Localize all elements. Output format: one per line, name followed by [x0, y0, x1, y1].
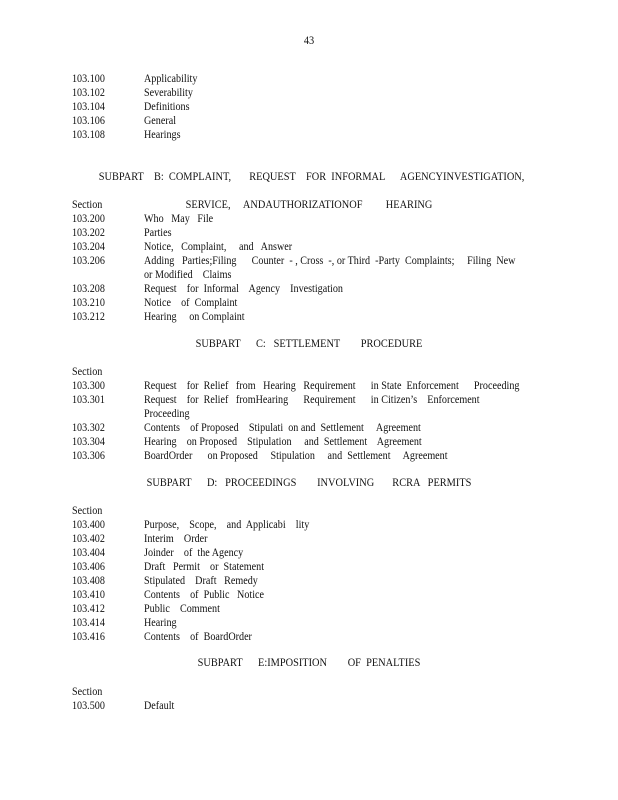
- section-title: Interim Order: [144, 533, 208, 545]
- section-title: Applicability: [144, 73, 198, 85]
- toc-entry: [72, 240, 552, 254]
- section-title: Default: [144, 700, 175, 712]
- section-title: BoardOrder on Proposed Stipulation and Settlement Agreement: [144, 450, 448, 462]
- subpart-e-heading: SUBPART E:IMPOSITION OF PENALTIES: [197, 657, 421, 669]
- section-title: Request for Relief fromHearing Requirement in Citizen’s Enforcement Proceeding: [144, 394, 483, 420]
- subpart-e-toc: [72, 685, 552, 713]
- section-title: Hearings: [144, 129, 181, 141]
- toc-entry: [72, 296, 552, 310]
- toc-entry: [72, 393, 552, 421]
- section-number: 103.304: [72, 436, 105, 448]
- section-number: 103.210: [72, 297, 105, 309]
- section-number: 103.300: [72, 380, 105, 392]
- subpart-c-toc: [72, 365, 552, 463]
- section-number: 103.404: [72, 547, 105, 559]
- section-title: Purpose, Scope, and Applicabi lity: [144, 519, 310, 531]
- section-title: Notice of Complaint: [144, 297, 238, 309]
- toc-entry: [72, 574, 552, 588]
- toc-entry: [72, 630, 552, 644]
- toc-entry: [72, 435, 552, 449]
- toc-entry: [72, 282, 552, 296]
- section-number: 103.204: [72, 241, 105, 253]
- subpart-d-toc: [72, 504, 552, 644]
- section-label: Section: [72, 199, 103, 211]
- section-title: Request for Informal Agency Investigation: [144, 283, 343, 295]
- section-title: Draft Permit or Statement: [144, 561, 265, 573]
- toc-entry: [72, 226, 552, 240]
- section-number: 103.108: [72, 129, 105, 141]
- section-number: 103.100: [72, 73, 105, 85]
- toc-entry: [72, 212, 552, 226]
- toc-entry: [72, 86, 552, 100]
- section-title: Stipulated Draft Remedy: [144, 575, 258, 587]
- subpart-b-heading-line1: SUBPART B: COMPLAINT, REQUEST FOR INFORMAL AGENCYINVESTIGATION,: [98, 171, 525, 183]
- subpart-c-heading: SUBPART C: SETTLEMENT PROCEDURE: [195, 338, 423, 350]
- section-label: Section: [72, 505, 103, 517]
- toc-entry: [72, 310, 552, 324]
- toc-entry: [72, 546, 552, 560]
- section-title: Public Comment: [144, 603, 220, 615]
- section-title: Severability: [144, 87, 193, 99]
- section-number: 103.306: [72, 450, 105, 462]
- subpart-d-heading: SUBPART D: PROCEEDINGS INVOLVING RCRA PERMITS: [146, 477, 472, 489]
- section-title: Adding Parties;Filing Counter - , Cross -, or Third -Party Complaints; Filing New or Modified Claims: [144, 255, 518, 281]
- section-number: 103.202: [72, 227, 105, 239]
- section-number: 103.206: [72, 255, 105, 267]
- section-number: 103.106: [72, 115, 105, 127]
- section-number: 103.400: [72, 519, 105, 531]
- toc-entry: [72, 616, 552, 630]
- toc-entry: [72, 588, 552, 602]
- section-title: Contents of Proposed Stipulati on and Settlement Agreement: [144, 422, 421, 434]
- section-number: 103.102: [72, 87, 105, 99]
- subpart-b-heading-line2: SERVICE, ANDAUTHORIZATIONOF HEARING: [185, 199, 433, 211]
- section-title: General: [144, 115, 177, 127]
- section-number: 103.416: [72, 631, 105, 643]
- toc-entry: [72, 100, 552, 114]
- section-number: 103.208: [72, 283, 105, 295]
- section-number: 103.212: [72, 311, 105, 323]
- section-label: Section: [72, 366, 103, 378]
- section-number: 103.402: [72, 533, 105, 545]
- section-title: Parties: [144, 227, 172, 239]
- section-number: 103.410: [72, 589, 105, 601]
- toc-entry: [72, 72, 552, 86]
- toc-entry: [72, 518, 552, 532]
- section-title: Contents of Public Notice: [144, 589, 265, 601]
- toc-entry: [72, 532, 552, 546]
- section-number: 103.104: [72, 101, 105, 113]
- toc-entry: [72, 421, 552, 435]
- section-number: 103.301: [72, 394, 105, 406]
- section-number: 103.408: [72, 575, 105, 587]
- toc-entry: [72, 379, 552, 393]
- section-title: Hearing: [144, 617, 177, 629]
- section-number: 103.200: [72, 213, 105, 225]
- section-title: Request for Relief from Hearing Requirement in State Enforcement Proceeding: [144, 380, 520, 392]
- section-number: 103.412: [72, 603, 105, 615]
- toc-entry: [72, 560, 552, 574]
- section-number: 103.406: [72, 561, 105, 573]
- toc-entry: [72, 449, 552, 463]
- toc-entry: [72, 114, 552, 128]
- page-number: 43: [303, 35, 315, 47]
- section-label: Section: [72, 686, 103, 698]
- section-title: Hearing on Complaint: [144, 311, 245, 323]
- toc-entry: [72, 602, 552, 616]
- toc-entry: [72, 128, 552, 142]
- section-title: Notice, Complaint, and Answer: [144, 241, 293, 253]
- subpart-b-toc: [72, 198, 552, 324]
- section-title: Definitions: [144, 101, 190, 113]
- subpart-a-toc: [72, 72, 552, 142]
- toc-entry: [72, 699, 552, 713]
- section-title: Who May File: [144, 213, 214, 225]
- toc-entry: [72, 254, 552, 282]
- section-number: 103.302: [72, 422, 105, 434]
- section-title: Contents of BoardOrder: [144, 631, 252, 643]
- section-title: Hearing on Proposed Stipulation and Settlement Agreement: [144, 436, 422, 448]
- section-number: 103.500: [72, 700, 105, 712]
- section-title: Joinder of the Agency: [144, 547, 244, 559]
- section-number: 103.414: [72, 617, 105, 629]
